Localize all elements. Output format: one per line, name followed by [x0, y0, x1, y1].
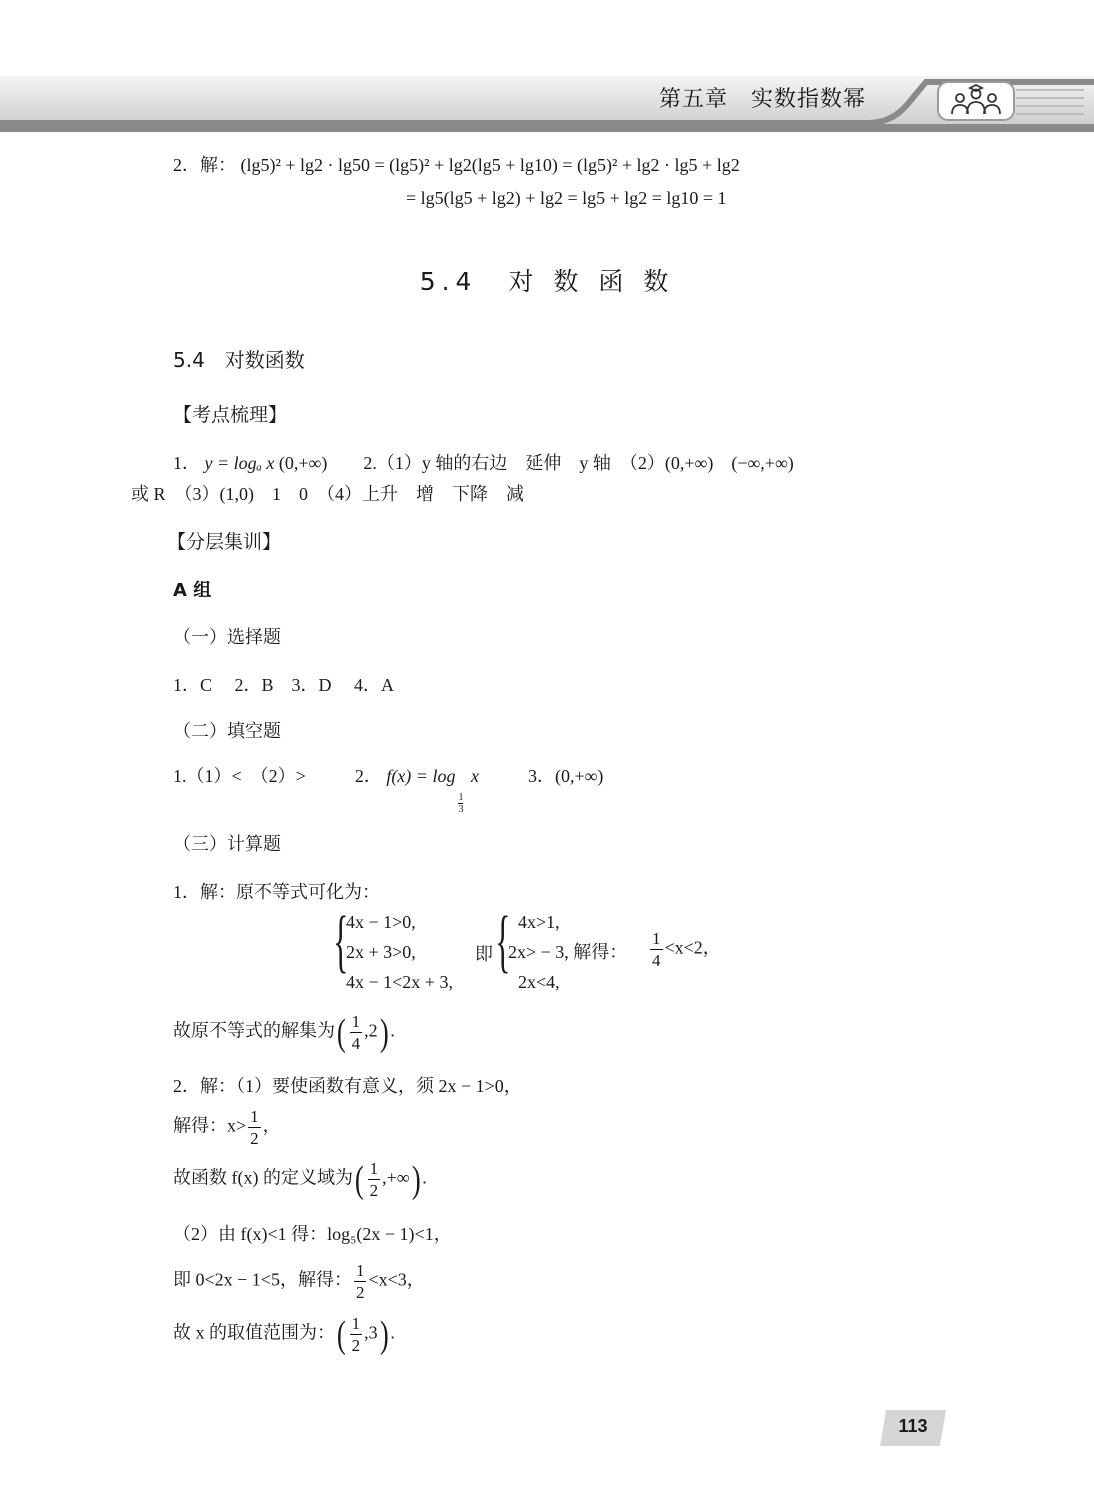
denominator: 2	[351, 1336, 361, 1355]
system2-result	[648, 930, 721, 969]
system2-line3: 2x<4,	[518, 972, 560, 992]
numerator: 1	[250, 1107, 259, 1126]
left-brace: {	[495, 903, 511, 980]
calc-q2-line6: 故 x 的取值范围为：( $\frac{1}{2}$ ,3) .	[173, 1313, 395, 1356]
section-subheading: 5.4 对数函数	[173, 348, 305, 372]
header-band	[0, 76, 1094, 132]
fraction	[248, 1108, 261, 1147]
fill-answers	[173, 763, 603, 815]
students-logo-icon	[936, 78, 1016, 122]
right-paren: )	[411, 1158, 421, 1201]
fill-answer-2-formula: f(x) = log	[386, 766, 456, 786]
fraction	[354, 1262, 367, 1301]
denominator: 2	[250, 1129, 259, 1148]
calc-heading: （三）计算题	[173, 834, 281, 855]
fenceng-heading: 【分层集训】	[167, 531, 282, 553]
conclusion-text: 故原不等式的解集为	[173, 1020, 335, 1041]
chapter-title: 第五章 实数指数幂	[658, 87, 866, 112]
log-base-denominator: 3	[458, 804, 464, 815]
left-paren: (	[336, 1313, 346, 1356]
left-brace: {	[333, 903, 349, 980]
choice-heading: （一）选择题	[173, 627, 281, 648]
fill-heading: （二）填空题	[173, 721, 281, 742]
log-base-fraction	[458, 793, 463, 815]
fill-answer-3: 3．(0,+∞)	[527, 766, 604, 786]
line-text: 解得：x>	[173, 1115, 247, 1136]
log-base-numerator: 1	[458, 792, 464, 803]
numerator: 1	[355, 1261, 365, 1280]
kaodian-formula: y = logₐ x	[204, 453, 275, 473]
ji-label: 即	[475, 944, 493, 964]
group-label: A 组	[173, 580, 212, 601]
calc-q2-line2	[173, 1108, 281, 1147]
calc-q2-line4: （2）由 f(x)<1 得：log₅(2x − 1)<1，	[173, 1224, 452, 1244]
right-paren: )	[379, 1011, 389, 1054]
line-text: 故 x 的取值范围为：	[173, 1322, 335, 1343]
system1-line2: 2x + 3>0,	[346, 942, 416, 962]
line-rest: <x<3，	[368, 1269, 425, 1290]
fraction	[350, 1315, 363, 1354]
left-paren: (	[336, 1011, 346, 1054]
result-rest: <x<2，	[664, 937, 721, 958]
fraction	[368, 1160, 381, 1199]
numerator: 1	[652, 929, 661, 948]
intro-solution-line1	[173, 152, 740, 178]
numerator: 1	[369, 1159, 379, 1178]
kaodian-heading: 【考点梳理】	[173, 404, 288, 426]
solution-number: 2．解：	[173, 155, 236, 175]
system1-line1: 4x − 1>0,	[346, 912, 416, 932]
fill-answer-1: 1.（1）< （2）>	[173, 766, 306, 786]
calc-q2-line5	[173, 1262, 425, 1301]
calc-q2-line1: 2．解：（1）要使函数有意义，须 2x − 1>0，	[173, 1076, 522, 1096]
system2-line2: 2x> − 3, 解得：	[508, 942, 628, 962]
calc-q2-line3: 故函数 f(x) 的定义域为( $\frac{1}{2}$ ,+∞) .	[173, 1158, 427, 1201]
solution-equation-line1: (lg5)² + lg2 · lg50 = (lg5)² + lg2(lg5 + lg10) = (lg5)² + lg2 · lg5 + lg2	[240, 155, 740, 175]
system1-line3: 4x − 1<2x + 3,	[346, 972, 453, 992]
kaodian-line1-rest: (0,+∞) 2.（1）y 轴的右边 延伸 y 轴 （2）(0,+∞) (−∞,+∞)	[278, 453, 794, 473]
line-text: 即 0<2x − 1<5，解得：	[173, 1269, 352, 1290]
numerator: 1	[351, 1314, 361, 1333]
choice-answers: 1．C 2．B 3．D 4．A	[173, 675, 395, 695]
denominator: 4	[652, 951, 661, 970]
line-suffix: ，	[262, 1115, 281, 1136]
system2-line1: 4x>1,	[518, 912, 560, 932]
fraction	[650, 930, 663, 969]
intro-solution-line2: = lg5(lg5 + lg2) + lg2 = lg5 + lg2 = lg10 = 1	[406, 188, 727, 208]
kaodian-line1	[173, 450, 794, 476]
line-text: 故函数 f(x) 的定义域为	[173, 1167, 353, 1188]
denominator: 4	[351, 1034, 361, 1053]
left-paren: (	[354, 1158, 364, 1201]
page-number: 113	[898, 1416, 928, 1436]
right-paren: )	[379, 1313, 389, 1356]
numerator: 1	[351, 1012, 361, 1031]
section-title: 5.4 对 数 函 数	[419, 267, 675, 296]
interval-rest: ,+∞	[382, 1167, 410, 1188]
fill-answer-2-variable: x	[470, 766, 479, 786]
calc-q1-conclusion: 故原不等式的解集为( $\frac{1}{4}$ ,2) .	[173, 1011, 395, 1054]
denominator: 2	[369, 1181, 379, 1200]
interval-rest: ,3	[364, 1322, 378, 1343]
kaodian-item-number: 1．	[173, 453, 200, 473]
fill-answer-2-number: 2．	[354, 766, 382, 786]
kaodian-line2: 或 R （3）(1,0) 1 0 （4）上升 增 下降 减	[131, 484, 524, 504]
calc-q1-intro: 1．解：原不等式可化为：	[173, 882, 380, 902]
interval-rest: ,2	[364, 1020, 378, 1041]
denominator: 2	[355, 1283, 365, 1302]
fraction	[350, 1013, 363, 1052]
